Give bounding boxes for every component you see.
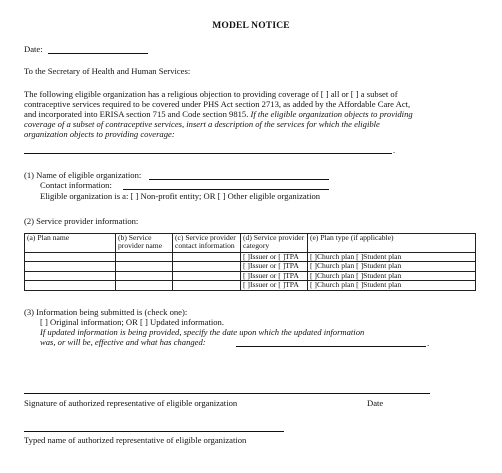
- column-header: (e) Plan type (if applicable): [308, 234, 476, 253]
- typed-name-label: Typed name of authorized representative of eligible organization: [24, 435, 247, 445]
- section2-heading: (2) Service provider information:: [24, 216, 139, 226]
- plan-name-cell[interactable]: [25, 253, 116, 262]
- provider-name-cell[interactable]: [116, 262, 173, 271]
- section1-heading: (1) Name of eligible organization:: [24, 170, 142, 180]
- column-header: (b) Service provider name: [116, 234, 173, 253]
- provider-category-cell[interactable]: [ ]Issuer or [ ]TPA: [241, 253, 308, 262]
- provider-category-cell[interactable]: [ ]Issuer or [ ]TPA: [241, 271, 308, 280]
- intro-line-5: organization objects to providing coverage:: [24, 129, 175, 139]
- intro-line-3: [24, 109, 413, 120]
- column-header: (c) Service provider contact information: [173, 234, 241, 253]
- provider-name-cell[interactable]: [116, 253, 173, 262]
- signature-date-label: Date: [367, 398, 384, 408]
- organization-name-field[interactable]: [149, 179, 329, 180]
- date-label: Date:: [24, 44, 43, 54]
- provider-contact-cell[interactable]: [173, 281, 241, 290]
- objection-description-field[interactable]: [24, 153, 392, 154]
- section3-heading: (3) Information being submitted is (check one):: [24, 307, 188, 317]
- section3-italic-line-2: was, or will be, effective and what has changed:: [40, 337, 206, 347]
- column-header: (a) Plan name: [25, 234, 116, 253]
- contact-label: Contact information:: [40, 180, 112, 190]
- update-period: .: [427, 338, 430, 348]
- description-period: .: [393, 145, 396, 155]
- provider-contact-cell[interactable]: [173, 271, 241, 280]
- table-row: [25, 262, 476, 271]
- signature-label: Signature of authorized representative of eligible organization: [24, 398, 238, 408]
- provider-name-cell[interactable]: [116, 271, 173, 280]
- table-header-row: [25, 234, 476, 253]
- typed-name-line[interactable]: [24, 431, 284, 432]
- plan-type-cell[interactable]: [ ]Church plan [ ]Student plan: [308, 262, 476, 271]
- plan-name-cell[interactable]: [25, 262, 116, 271]
- date-field[interactable]: [48, 53, 148, 54]
- update-details-field[interactable]: [236, 346, 426, 347]
- eligible-org-type: Eligible organization is a: [ ] Non-profit entity; OR [ ] Other eligible organization: [40, 191, 321, 201]
- plan-type-cell[interactable]: [ ]Church plan [ ]Student plan: [308, 253, 476, 262]
- intro-line-3-italic: If the eligible organization objects to providing: [250, 109, 413, 119]
- contact-information-field[interactable]: [123, 189, 329, 190]
- plan-type-cell[interactable]: [ ]Church plan [ ]Student plan: [308, 281, 476, 290]
- submission-type-options: [ ] Original information; OR [ ] Updated information.: [40, 317, 225, 327]
- signature-line[interactable]: [24, 393, 430, 394]
- notice-title: MODEL NOTICE: [212, 21, 290, 31]
- provider-contact-cell[interactable]: [173, 262, 241, 271]
- intro-line-1: The following eligible organization has a religious objection to providing coverage of [ ] all or [ ] a subset of: [24, 89, 398, 99]
- column-header: (d) Service provider category: [241, 234, 308, 253]
- intro-line-2: contraceptive services required to be covered under PHS Act section 2713, as added by the Affordable Care Act,: [24, 99, 411, 109]
- intro-line-4: coverage of a subset of contraceptive services, insert a description of the services for which the eligible: [24, 119, 380, 129]
- service-provider-table: [24, 233, 476, 291]
- salutation: To the Secretary of Health and Human Services:: [24, 66, 191, 76]
- table-row: [25, 281, 476, 290]
- plan-name-cell[interactable]: [25, 271, 116, 280]
- plan-name-cell[interactable]: [25, 281, 116, 290]
- provider-name-cell[interactable]: [116, 281, 173, 290]
- provider-category-cell[interactable]: [ ]Issuer or [ ]TPA: [241, 281, 308, 290]
- plan-type-cell[interactable]: [ ]Church plan [ ]Student plan: [308, 271, 476, 280]
- provider-contact-cell[interactable]: [173, 253, 241, 262]
- section3-italic-line-1: If updated information is being provided, specify the date upon which the updated information: [40, 327, 365, 337]
- intro-line-3-plain: and incorporated into ERISA section 715 and Code section 9815.: [24, 109, 249, 119]
- provider-category-cell[interactable]: [ ]Issuer or [ ]TPA: [241, 262, 308, 271]
